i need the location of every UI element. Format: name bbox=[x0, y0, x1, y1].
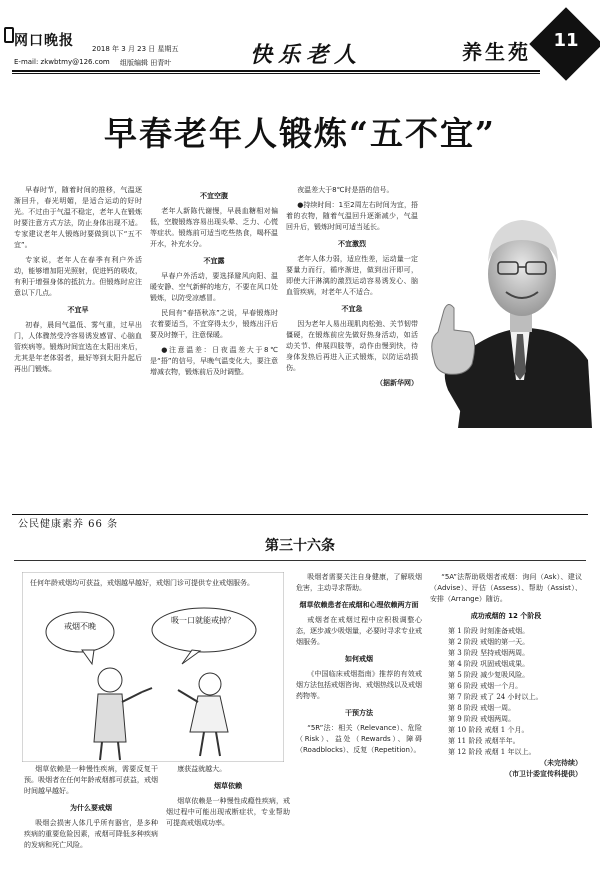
article-paragraph: ●注意温差：日夜温差大于8℃是“捂”的信号，早晚气温变化大，要注意增减衣物，锻炼前后及时调整。 bbox=[150, 346, 278, 376]
list-item: 第 2 阶段 戒烟的第一天。 bbox=[448, 638, 530, 646]
article-paragraph: ●持续时间：1至2周左右时间为宜，捂着的衣物，随着气温回升逐渐减少，气温回升后，锻炼时间可适当延长。 bbox=[286, 201, 418, 231]
article-subheading: 不宜早 bbox=[67, 306, 89, 314]
feature-paragraph: 吸烟会损害人体几乎所有器官，是多种疾病的重要危险因素，戒烟可降低多种疾病的发病和死亡风险。 bbox=[24, 819, 158, 849]
quit-smoking-cartoon bbox=[22, 572, 284, 762]
quit-stages-list bbox=[430, 626, 582, 758]
list-item: 第 11 阶段 戒烟半年。 bbox=[448, 737, 520, 745]
article-source: （据新华网） bbox=[376, 379, 418, 387]
cartoon-speech-bubble: 吸一口就能戒掉？ bbox=[171, 616, 235, 625]
feature-subheading: 干预方法 bbox=[345, 709, 373, 717]
article-paragraph: 民间有“春捂秋冻”之说，早春锻炼时衣着要适当，不宜穿得太少，锻炼出汗后要及时擦干，注意保暖。 bbox=[150, 309, 278, 339]
page-number: 11 bbox=[553, 30, 579, 51]
feature-paragraph: 烟草依赖是一种慢性成瘾性疾病，戒烟过程中可能出现戒断症状，专业帮助可提高戒烟成功率。 bbox=[166, 797, 290, 827]
list-item: 第 12 阶段 戒烟 1 年以上。 bbox=[448, 748, 536, 756]
series-tag: 公民健康素养 66 条 bbox=[18, 519, 119, 530]
issue-date: 2018 年 3 月 23 日 星期五 bbox=[92, 45, 179, 53]
feature-title: 第三十六条 bbox=[265, 538, 335, 554]
article-subheading: 不宜激烈 bbox=[338, 240, 366, 248]
list-item: 第 6 阶段 戒烟一个月。 bbox=[448, 682, 523, 690]
article-subheading: 不宜急 bbox=[341, 305, 363, 313]
article-headline: 早春老年人锻炼“五不宜” bbox=[104, 114, 496, 153]
article-paragraph: 早春时节，随着时间的推移，气温逐渐回升，春光明媚，是适合运动的好时光。不过由于气温不稳定，老年人在锻炼时要注意方式方法，防止身体出现不适。专家建议老年人锻炼时要做到以下“五不宜”。 bbox=[14, 186, 142, 249]
feature-paragraph: 康获益就越大。 bbox=[177, 765, 227, 773]
source-note: （市卫计委宣传科提供） bbox=[505, 770, 582, 778]
feature-subheading: 烟草依赖 bbox=[214, 782, 242, 790]
list-item: 第 3 阶段 坚持戒烟两周。 bbox=[448, 649, 530, 657]
continued-note: （未完待续） bbox=[540, 759, 582, 767]
feature-paragraph: 烟草依赖是一种慢性疾病，需要反复干预。吸烟者在任何年龄戒烟都可获益，戒烟时间越早越好。 bbox=[24, 765, 158, 795]
article-paragraph: 老年人新陈代谢慢，早晨血糖相对偏低，空腹锻炼容易出现头晕、乏力、心慌等症状。锻炼前可适当吃些热食，喝杯温开水，补充水分。 bbox=[150, 207, 278, 248]
masthead-rule-thin bbox=[12, 73, 540, 74]
feature-subheading: 成功戒烟的 12 个阶段 bbox=[470, 612, 542, 620]
page-name: 快乐老人 bbox=[250, 42, 363, 68]
masthead-rule bbox=[12, 70, 540, 72]
feature-column-2 bbox=[166, 764, 290, 864]
contact-email: E-mail: zkwbtmy@126.com bbox=[14, 58, 110, 66]
feature-paragraph: 戒烟者在戒烟过程中应积极调整心态，逐步减少吸烟量，必要时寻求专业戒烟服务。 bbox=[296, 616, 422, 646]
article-paragraph: 因为老年人易出现肌肉松弛、关节韧带僵硬，在锻炼前应先做好热身活动，如活动关节、伸展四肢等，动作由慢到快，待身体发热后再进入正式锻炼，以防运动损伤。 bbox=[286, 320, 418, 372]
newspaper-logo-icon bbox=[4, 27, 14, 43]
feature-column-1 bbox=[24, 764, 158, 864]
cartoon-caption: 任何年龄戒烟均可获益，戒烟越早越好，戒烟门诊可提供专业戒烟服务。 bbox=[30, 579, 254, 587]
list-item: 第 5 阶段 减少复吸风险。 bbox=[448, 671, 530, 679]
section-name: 养生苑 bbox=[462, 40, 531, 64]
list-item: 第 4 阶段 巩固戒烟成果。 bbox=[448, 660, 530, 668]
cartoon-speech-bubble: 戒烟不晚 bbox=[64, 622, 96, 631]
masthead bbox=[0, 0, 600, 66]
article-column-1 bbox=[14, 185, 142, 515]
list-item: 第 1 阶段 时刻准备戒烟。 bbox=[448, 627, 530, 635]
article-paragraph: 早春户外活动，要选择避风向阳、温暖安静、空气新鲜的地方，不要在风口处锻炼，以防受凉感冒。 bbox=[150, 272, 278, 302]
list-item: 第 10 阶段 戒烟 1 个月。 bbox=[448, 726, 529, 734]
article-subheading: 不宜露 bbox=[203, 257, 225, 265]
feature-paragraph: “5A”法帮助吸烟者戒烟：询问（Ask）、建议（Advise）、评估（Assess）、帮助（Assist）、安排（Arrange）随访。 bbox=[430, 573, 582, 603]
article-subheading: 不宜空腹 bbox=[200, 192, 228, 200]
senior-man-thumbs-up-photo bbox=[418, 200, 592, 428]
feature-paragraph: “5R”法：相关（Relevance）、危险（Risk）、益处（Rewards）、障碍（Roadblocks）、反复（Repetition）。 bbox=[296, 724, 422, 754]
feature-column-4 bbox=[430, 572, 582, 864]
list-item: 第 7 阶段 戒了 24 小时以上。 bbox=[448, 693, 543, 701]
list-item: 第 9 阶段 戒烟两周。 bbox=[448, 715, 516, 723]
newspaper-logo: 网口晚报 bbox=[14, 33, 74, 49]
article-paragraph: 初春，晨间气温低、雾气重，过早出门，人体骤然受冷容易诱发感冒、心脑血管疾病等。锻炼时间宜选在太阳出来后，尤其是年老体弱者，最好等到太阳升起后再出门锻炼。 bbox=[14, 321, 142, 373]
feature-subheading: 烟草依赖患者在戒烟和心理依赖两方面 bbox=[299, 601, 419, 609]
list-item: 第 8 阶段 戒烟一周。 bbox=[448, 704, 516, 712]
feature-paragraph: 吸烟者需要关注自身健康，了解吸烟危害，主动寻求帮助。 bbox=[296, 573, 422, 592]
feature-paragraph: 《中国临床戒烟指南》推荐的有效戒烟方法包括戒烟咨询、戒烟热线以及戒烟药物等。 bbox=[296, 670, 422, 700]
feature-subheading: 为什么要戒烟 bbox=[70, 804, 112, 812]
article-paragraph: 老年人体力弱，适应性差，运动量一定要量力而行，循序渐进，做到出汗即可，即使大汗淋漓的激烈运动容易诱发心、脑血管疾病，对老年人不适合。 bbox=[286, 255, 418, 296]
article-paragraph: 专家说，老年人在春季有利户外活动，能够增加阳光照射，促进钙的吸收，有利于增强身体的抵抗力。但锻炼时应注意以下几点。 bbox=[14, 256, 142, 297]
article-paragraph: 夜温差大于8℃时是捂的信号。 bbox=[297, 186, 394, 194]
feature-column-3 bbox=[296, 572, 422, 864]
article-column-2 bbox=[150, 185, 278, 515]
feature-subheading: 如何戒烟 bbox=[345, 655, 373, 663]
article-column-3 bbox=[286, 185, 418, 515]
editor-credit: 组版编辑 田青叶 bbox=[120, 59, 172, 67]
